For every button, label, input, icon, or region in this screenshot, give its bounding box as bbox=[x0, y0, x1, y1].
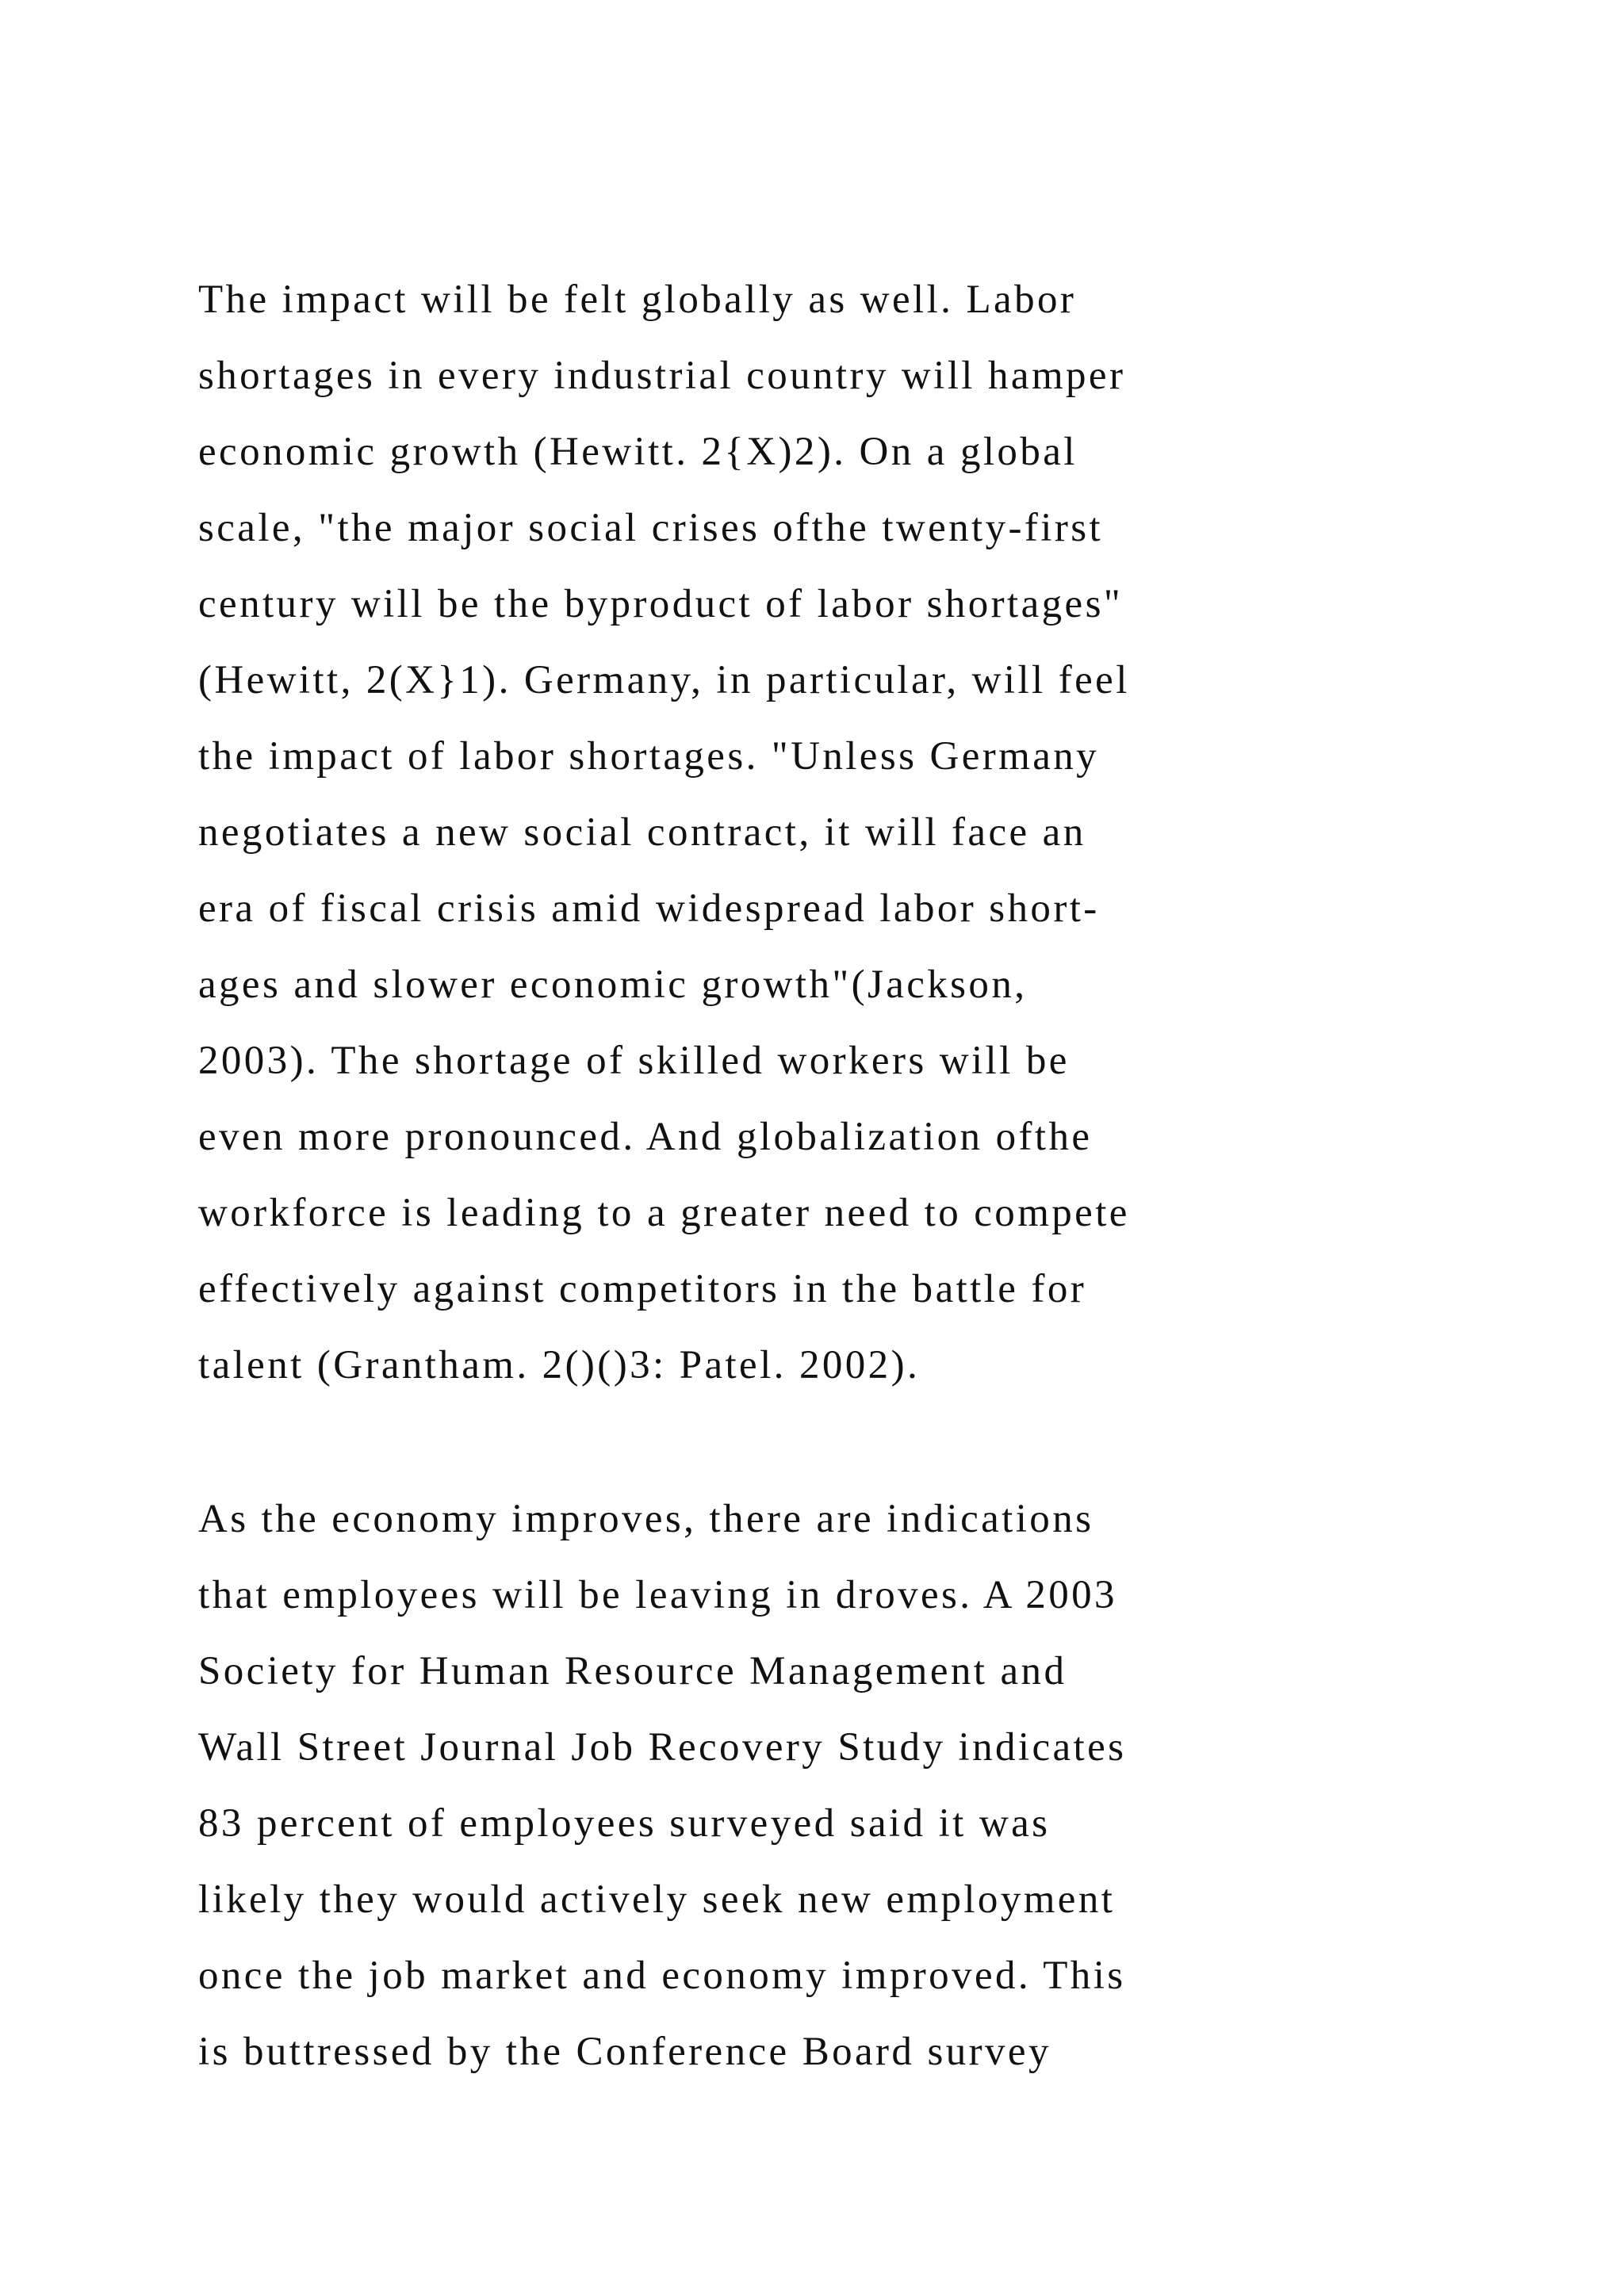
text-line: 2003). The shortage of skilled workers will be bbox=[198, 1039, 1070, 1083]
text-line: effectively against competitors in the battle for bbox=[198, 1267, 1087, 1311]
text-line: workforce is leading to a greater need to compete bbox=[198, 1191, 1130, 1235]
text-line: The impact will be felt globally as well. Labor bbox=[198, 277, 1077, 322]
text-line: As the economy improves, there are indications bbox=[198, 1497, 1094, 1541]
text-line: 83 percent of employees surveyed said it was bbox=[198, 1801, 1051, 1846]
text-line: economic growth (Hewitt. 2{X)2). On a global bbox=[198, 430, 1078, 474]
text-line: ages and slower economic growth"(Jackson, bbox=[198, 962, 1028, 1007]
text-line: Wall Street Journal Job Recovery Study indicates bbox=[198, 1725, 1127, 1770]
text-line: even more pronounced. And globalization ofthe bbox=[198, 1115, 1093, 1159]
paragraph-global-impact bbox=[198, 262, 1130, 1403]
text-line: scale, "the major social crises ofthe twenty-first bbox=[198, 506, 1104, 550]
text-line: negotiates a new social contract, it will face an bbox=[198, 810, 1086, 855]
text-line: (Hewitt, 2(X}1). Germany, in particular, will feel bbox=[198, 658, 1130, 702]
text-line: Society for Human Resource Management and bbox=[198, 1649, 1067, 1693]
text-line: likely they would actively seek new employment bbox=[198, 1877, 1116, 1922]
text-line: once the job market and economy improved. This bbox=[198, 1954, 1126, 1998]
paragraph-economy-improves bbox=[198, 1481, 1126, 2090]
text-line: shortages in every industrial country will hamper bbox=[198, 354, 1126, 398]
text-line: talent (Grantham. 2()()3: Patel. 2002). bbox=[198, 1343, 921, 1387]
text-line: that employees will be leaving in droves. A 2003 bbox=[198, 1573, 1117, 1617]
text-line: the impact of labor shortages. "Unless Germany bbox=[198, 734, 1100, 779]
text-line: century will be the byproduct of labor shortages" bbox=[198, 582, 1124, 626]
text-line: is buttressed by the Conference Board survey bbox=[198, 2030, 1051, 2074]
text-line: era of fiscal crisis amid widespread labor short- bbox=[198, 886, 1100, 931]
